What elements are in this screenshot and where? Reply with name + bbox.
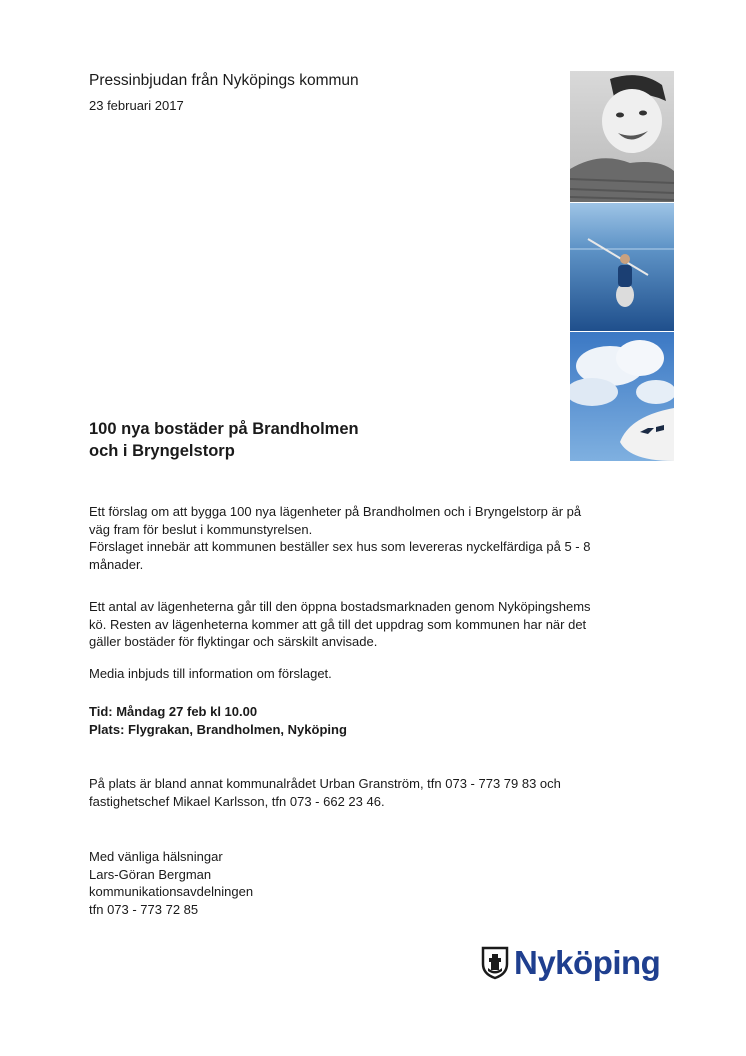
headline bbox=[89, 418, 359, 462]
text-line: fastighetschef Mikael Karlsson, tfn 073 - 662 23 46. bbox=[89, 793, 385, 809]
text-line: väg fram för beslut i kommunstyrelsen. bbox=[89, 521, 313, 537]
paragraph-apartments bbox=[89, 598, 679, 651]
text-line: Förslaget innebär att kommunen beställer sex hus som levereras nyckelfärdiga på 5 - 8 bbox=[89, 539, 591, 554]
text-line: månader. bbox=[89, 556, 144, 572]
press-date: 23 februari 2017 bbox=[89, 98, 184, 113]
event-time: Tid: Måndag 27 feb kl 10.00 bbox=[89, 704, 258, 719]
nykoping-logo bbox=[481, 944, 660, 982]
kayaker-photo bbox=[570, 203, 674, 331]
airplane-sky-photo bbox=[570, 332, 674, 461]
smiling-child-photo bbox=[570, 71, 674, 202]
text-line: Ett förslag om att bygga 100 nya lägenheter på Brandholmen och i Bryngelstorp är på bbox=[89, 504, 582, 519]
headline-line-2: och i Bryngelstorp bbox=[89, 442, 235, 460]
text-line: gäller bostäder för flyktingar och särskilt anvisade. bbox=[89, 634, 378, 649]
paragraph-proposal bbox=[89, 503, 679, 573]
paragraph-media-invite: Media inbjuds till information om förslaget. bbox=[89, 666, 332, 681]
contact-paragraph bbox=[89, 775, 679, 810]
signature-department: kommunikationsavdelningen bbox=[89, 884, 254, 899]
event-place: Plats: Flygrakan, Brandholmen, Nyköping bbox=[89, 721, 347, 737]
text-line: kö. Resten av lägenheterna kommer att gå till det uppdrag som kommunen har när det bbox=[89, 616, 587, 632]
signature-name: Lars-Göran Bergman bbox=[89, 866, 212, 882]
signature-block bbox=[89, 848, 679, 918]
signature-greeting: Med vänliga hälsningar bbox=[89, 849, 223, 864]
press-invitation-title: Pressinbjudan från Nyköpings kommun bbox=[89, 72, 359, 89]
text-line: På plats är bland annat kommunalrådet Urban Granström, tfn 073 - 773 79 83 och bbox=[89, 776, 561, 791]
logo-text: Nyköping bbox=[514, 944, 661, 981]
text-line: Ett antal av lägenheterna går till den öppna bostadsmarknaden genom Nyköpingshems bbox=[89, 599, 591, 614]
headline-line-1: 100 nya bostäder på Brandholmen bbox=[89, 420, 359, 438]
signature-phone: tfn 073 - 773 72 85 bbox=[89, 901, 199, 917]
coat-of-arms-icon bbox=[481, 946, 509, 980]
event-details bbox=[89, 703, 347, 738]
